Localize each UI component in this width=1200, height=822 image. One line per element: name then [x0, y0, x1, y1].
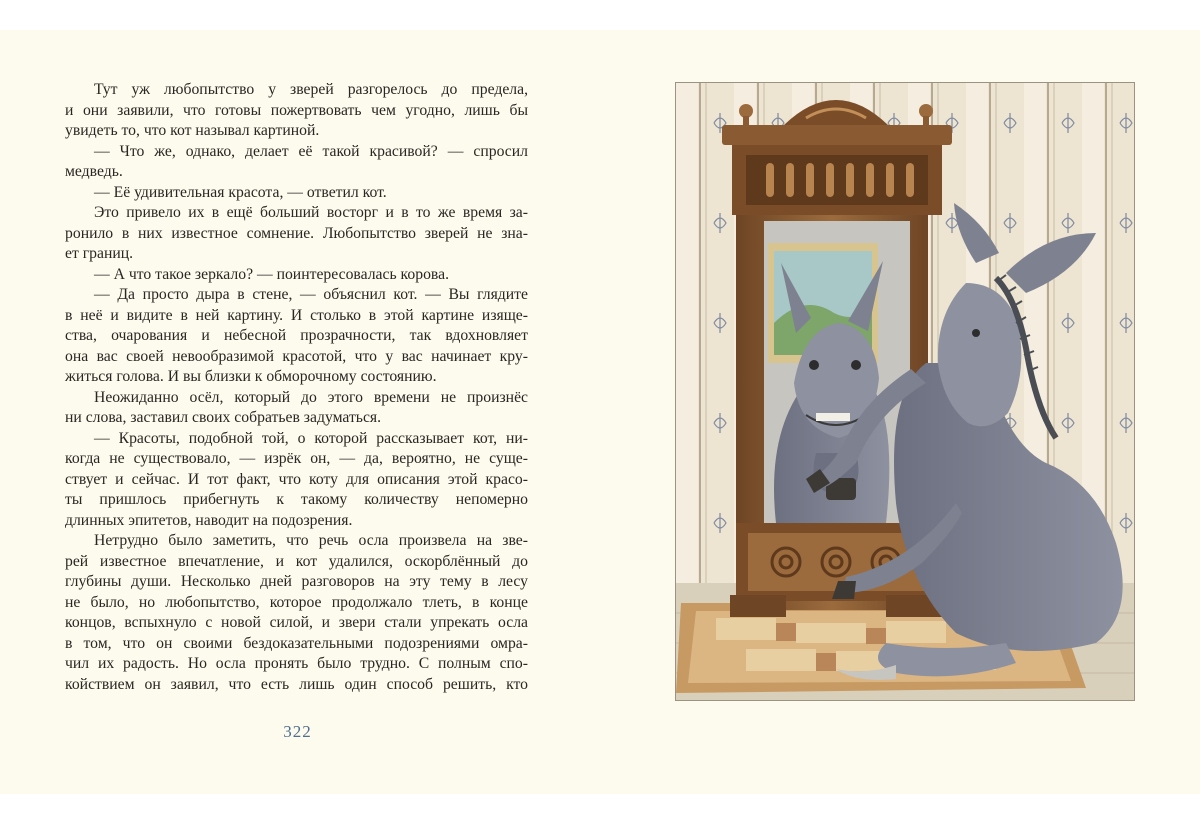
- text-line: — Красоты, подобной той, о которой рассказывает кот, ни-: [94, 429, 528, 447]
- text-line: Нетрудно было заметить, что речь осла произвела на зве-: [94, 532, 528, 549]
- text-line: длинных эпитетов, наводит на подозрения.: [65, 511, 353, 529]
- text-line: в том, что он своими бездоказательными подозрениями омра-: [65, 634, 528, 652]
- text-line: медведь.: [65, 163, 123, 180]
- text-line: — Да просто дыра в стене, — объяснил кот. — Вы глядите: [94, 286, 528, 303]
- text-line: ствует и сейчас. И тот факт, что коту для описания этой красо-: [65, 470, 528, 488]
- text-line: рей известное впечатление, и кот удалился, оскорблённый до: [65, 552, 528, 570]
- text-line: Это привело их в ещё больший восторг и в то же время за-: [94, 204, 528, 221]
- text-line: житься голова. И вы близки к обморочному состоянию.: [65, 368, 437, 385]
- book-page: [0, 30, 1200, 794]
- page-number: 322: [283, 722, 312, 741]
- illustration-donkey-mirror: [675, 82, 1135, 701]
- text-line: когда не существовало, — изрёк он, — да, вероятно, не суще-: [65, 450, 528, 467]
- body-text: [65, 80, 528, 695]
- text-line: — А что такое зеркало? — поинтересовалась корова.: [94, 265, 449, 283]
- text-line: — Её удивительная красота, — ответил кот.: [94, 183, 387, 201]
- text-line: — Что же, однако, делает её такой красивой? — спросил: [94, 142, 528, 160]
- text-line: ты пришлось прибегнуть к такому количеству непомерно: [65, 491, 528, 508]
- text-line: она вас своей невообразимой красотой, что у вас начинает кру-: [65, 347, 528, 365]
- text-line: ронило в них известное сомнение. Любопытство зверей не зна-: [65, 224, 528, 242]
- text-line: не было, но любопытство, которое продолжало тлеть, в конце: [65, 593, 528, 611]
- text-line: глубины души. Несколько дней разговоров на эту тему в лесу: [65, 573, 528, 590]
- text-line: койствием он заявил, что есть лишь один способ решить, кто: [65, 675, 528, 693]
- text-line: в неё и видите в ней картину. И столько в этой картине изяще-: [65, 306, 528, 324]
- text-line: и они заявили, что готовы пожертвовать чем угодно, лишь бы: [65, 101, 528, 119]
- text-line: чил их радость. Но осла пронять было трудно. С полным спо-: [65, 655, 528, 672]
- text-line: Тут уж любопытство у зверей разгорелось до предела,: [94, 81, 528, 98]
- text-line: ни слова, заставил своих собратьев задуматься.: [65, 409, 382, 426]
- text-line: концов, вспыхнуло с новой силой, и звери стали упрекать осла: [65, 614, 528, 631]
- text-line: ства, очарования и небесной прозрачности, так вдохновляет: [65, 327, 528, 344]
- text-line: Неожиданно осёл, который до этого времени не произнёс: [94, 388, 528, 406]
- text-line: увидеть то, что кот называл картиной.: [65, 122, 320, 139]
- text-line: ет границ.: [65, 245, 134, 262]
